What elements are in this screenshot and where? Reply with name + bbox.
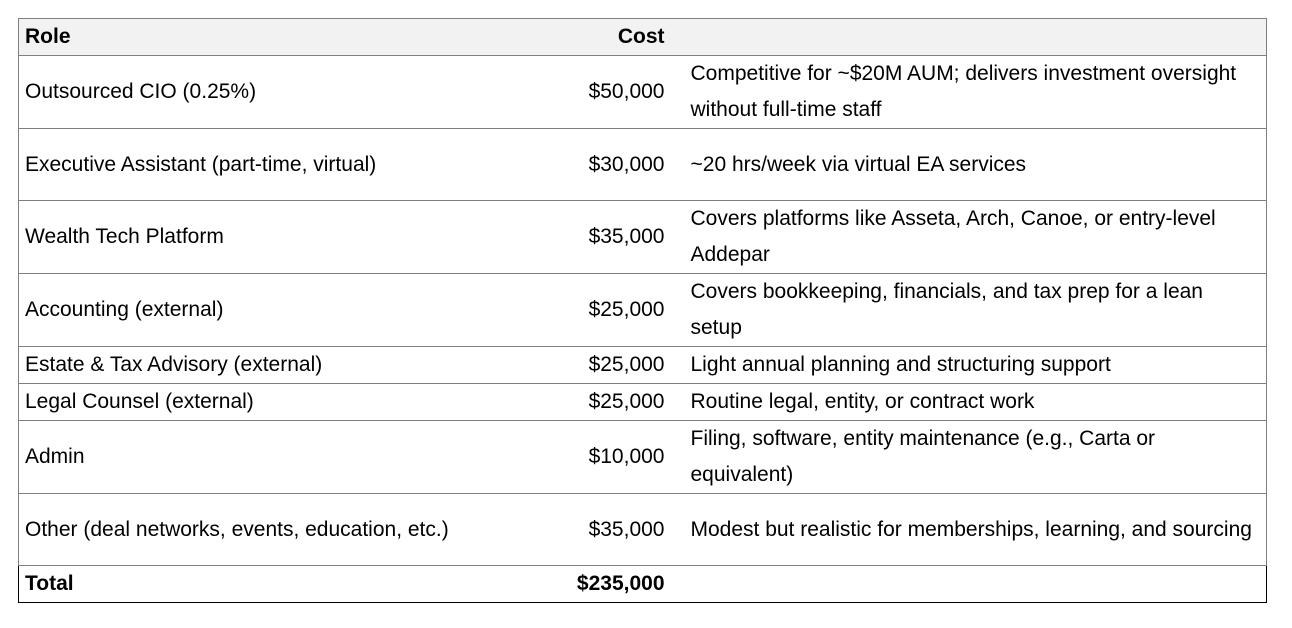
role-cell: Outsourced CIO (0.25%) <box>19 56 471 129</box>
table-row <box>19 494 1267 566</box>
cost-cell: $25,000 <box>471 274 671 347</box>
cost-cell: $10,000 <box>471 421 671 494</box>
total-label: Total <box>19 566 471 603</box>
role-cell: Accounting (external) <box>19 274 471 347</box>
cost-cell: $35,000 <box>471 494 671 566</box>
total-cost: $235,000 <box>471 566 671 603</box>
table-row <box>19 274 1267 347</box>
total-note <box>671 566 1267 603</box>
cost-breakdown-table <box>18 18 1267 603</box>
cost-cell: $25,000 <box>471 384 671 421</box>
note-cell: Light annual planning and structuring support <box>671 347 1267 384</box>
table-header-row <box>19 19 1267 56</box>
note-cell: ~20 hrs/week via virtual EA services <box>671 129 1267 201</box>
cost-cell: $25,000 <box>471 347 671 384</box>
table-row <box>19 201 1267 274</box>
cost-cell: $30,000 <box>471 129 671 201</box>
note-cell: Covers bookkeeping, financials, and tax prep for a lean setup <box>671 274 1267 347</box>
table-row <box>19 421 1267 494</box>
total-row <box>19 566 1267 603</box>
table-row <box>19 384 1267 421</box>
table-row <box>19 129 1267 201</box>
header-role: Role <box>19 19 471 56</box>
role-cell: Wealth Tech Platform <box>19 201 471 274</box>
note-cell: Competitive for ~$20M AUM; delivers investment oversight without full-time staff <box>671 56 1267 129</box>
header-cost: Cost <box>471 19 671 56</box>
note-cell: Covers platforms like Asseta, Arch, Canoe, or entry-level Addepar <box>671 201 1267 274</box>
cost-cell: $35,000 <box>471 201 671 274</box>
role-cell: Admin <box>19 421 471 494</box>
header-note <box>671 19 1267 56</box>
note-cell: Filing, software, entity maintenance (e.g., Carta or equivalent) <box>671 421 1267 494</box>
role-cell: Executive Assistant (part-time, virtual) <box>19 129 471 201</box>
table-row <box>19 347 1267 384</box>
role-cell: Legal Counsel (external) <box>19 384 471 421</box>
role-cell: Other (deal networks, events, education, etc.) <box>19 494 471 566</box>
note-cell: Modest but realistic for memberships, learning, and sourcing <box>671 494 1267 566</box>
cost-cell: $50,000 <box>471 56 671 129</box>
role-cell: Estate & Tax Advisory (external) <box>19 347 471 384</box>
note-cell: Routine legal, entity, or contract work <box>671 384 1267 421</box>
table-row <box>19 56 1267 129</box>
